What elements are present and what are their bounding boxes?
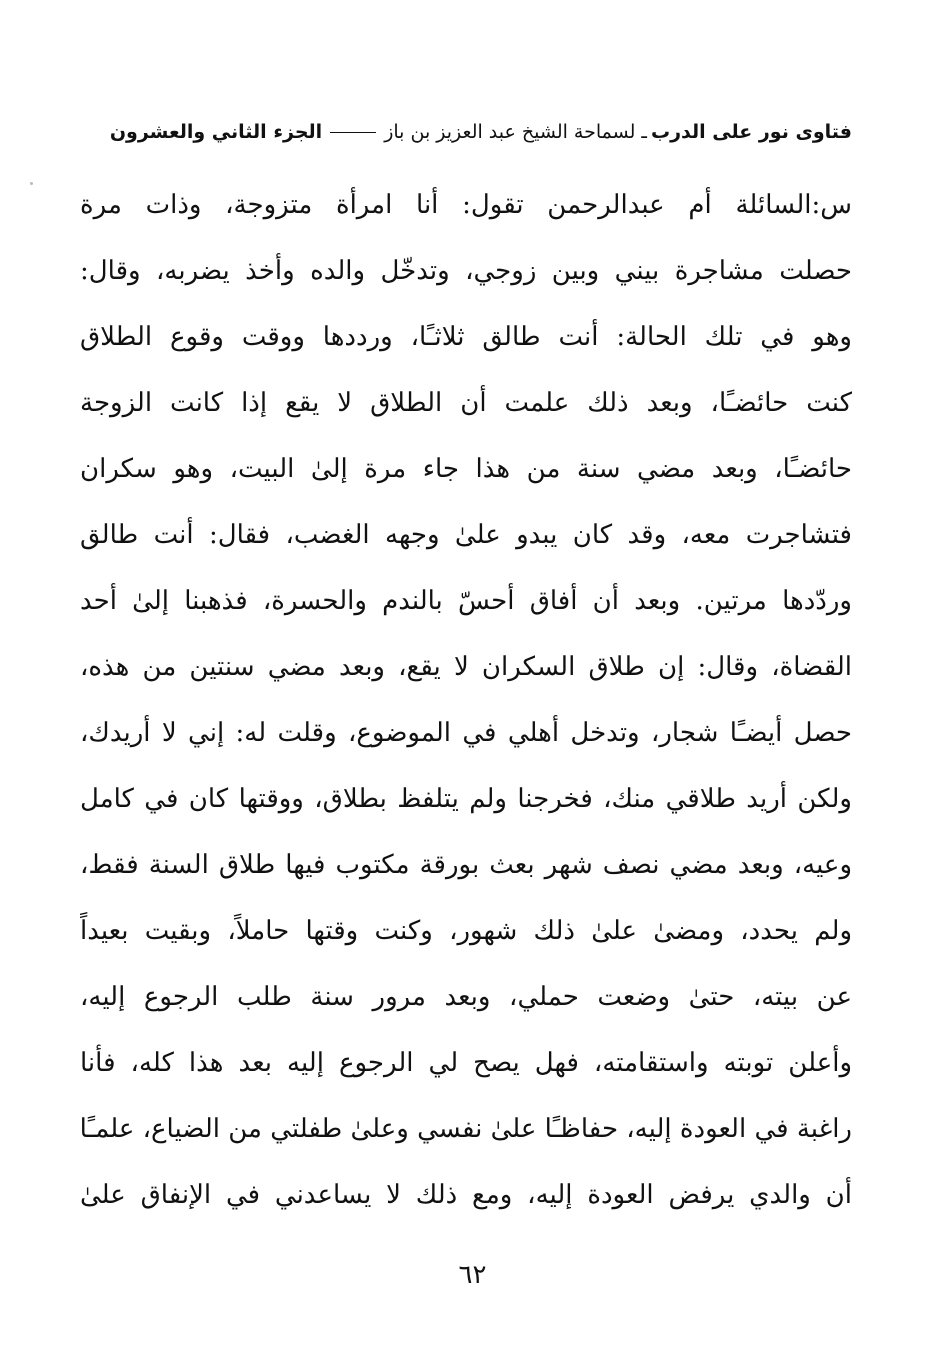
text-line: وردّدها مرتين. وبعد أن أفاق أحسّ بالندم والحسرة، فذهبنا إلىٰ أحد bbox=[80, 586, 852, 616]
author-name: ـ لسماحة الشيخ عبد العزيز بن باز bbox=[384, 121, 647, 143]
text-line: راغبة في العودة إليه، حفاظـًا علىٰ نفسي وعلىٰ طفلتي من الضياع، علمـًا bbox=[80, 1114, 852, 1144]
text-line: ولم يحدد، ومضىٰ علىٰ ذلك شهور، وكنت وقتها حاملاً، وبقيت بعيداً bbox=[80, 916, 852, 946]
text-line: حائضـًا، وبعد مضي سنة من هذا جاء مرة إلىٰ البيت، وهو سكران bbox=[80, 454, 852, 484]
text-line: أن والدي يرفض العودة إليه، ومع ذلك لا يساعدني في الإنفاق علىٰ bbox=[80, 1180, 852, 1210]
running-header bbox=[80, 112, 852, 152]
volume-part: الجزء الثاني والعشرون bbox=[109, 121, 323, 143]
scan-speck bbox=[30, 182, 33, 185]
text-line: وهو في تلك الحالة: أنت طالق ثلاثـًا، ورددها ووقت وقوع الطلاق bbox=[80, 322, 852, 352]
text-line: القضاة، وقال: إن طلاق السكران لا يقع، وبعد مضي سنتين من هذه، bbox=[80, 652, 852, 682]
page-number: ٦٢ bbox=[458, 1260, 487, 1290]
text-line: س:السائلة أم عبدالرحمن تقول: أنا امرأة متزوجة، وذات مرة bbox=[80, 190, 852, 220]
text-line: حصل أيضـًا شجار، وتدخل أهلي في الموضوع، وقلت له: إني لا أريدك، bbox=[80, 718, 852, 748]
text-line: وأعلن توبته واستقامته، فهل يصح لي الرجوع إليه بعد هذا كله، فأنا bbox=[80, 1048, 852, 1078]
text-line: فتشاجرت معه، وقد كان يبدو علىٰ وجهه الغضب، فقال: أنت طالق bbox=[80, 520, 852, 550]
text-line: كنت حائضـًا، وبعد ذلك علمت أن الطلاق لا يقع إذا كانت الزوجة bbox=[80, 388, 852, 418]
text-line: حصلت مشاجرة بيني وبين زوجي، وتدخّل والده وأخذ يضربه، وقال: bbox=[80, 256, 852, 286]
book-title: فتاوى نور على الدرب bbox=[651, 121, 852, 143]
body-text bbox=[80, 172, 852, 1228]
header-rule bbox=[330, 132, 376, 133]
text-line: ولكن أريد طلاقي منك، فخرجنا ولم يتلفظ بطلاق، ووقتها كان في كامل bbox=[80, 784, 852, 814]
text-line: عن بيته، حتىٰ وضعت حملي، وبعد مرور سنة طلب الرجوع إليه، bbox=[80, 982, 852, 1012]
text-line: وعيه، وبعد مضي نصف شهر بعث بورقة مكتوب فيها طلاق السنة فقط، bbox=[80, 850, 852, 880]
